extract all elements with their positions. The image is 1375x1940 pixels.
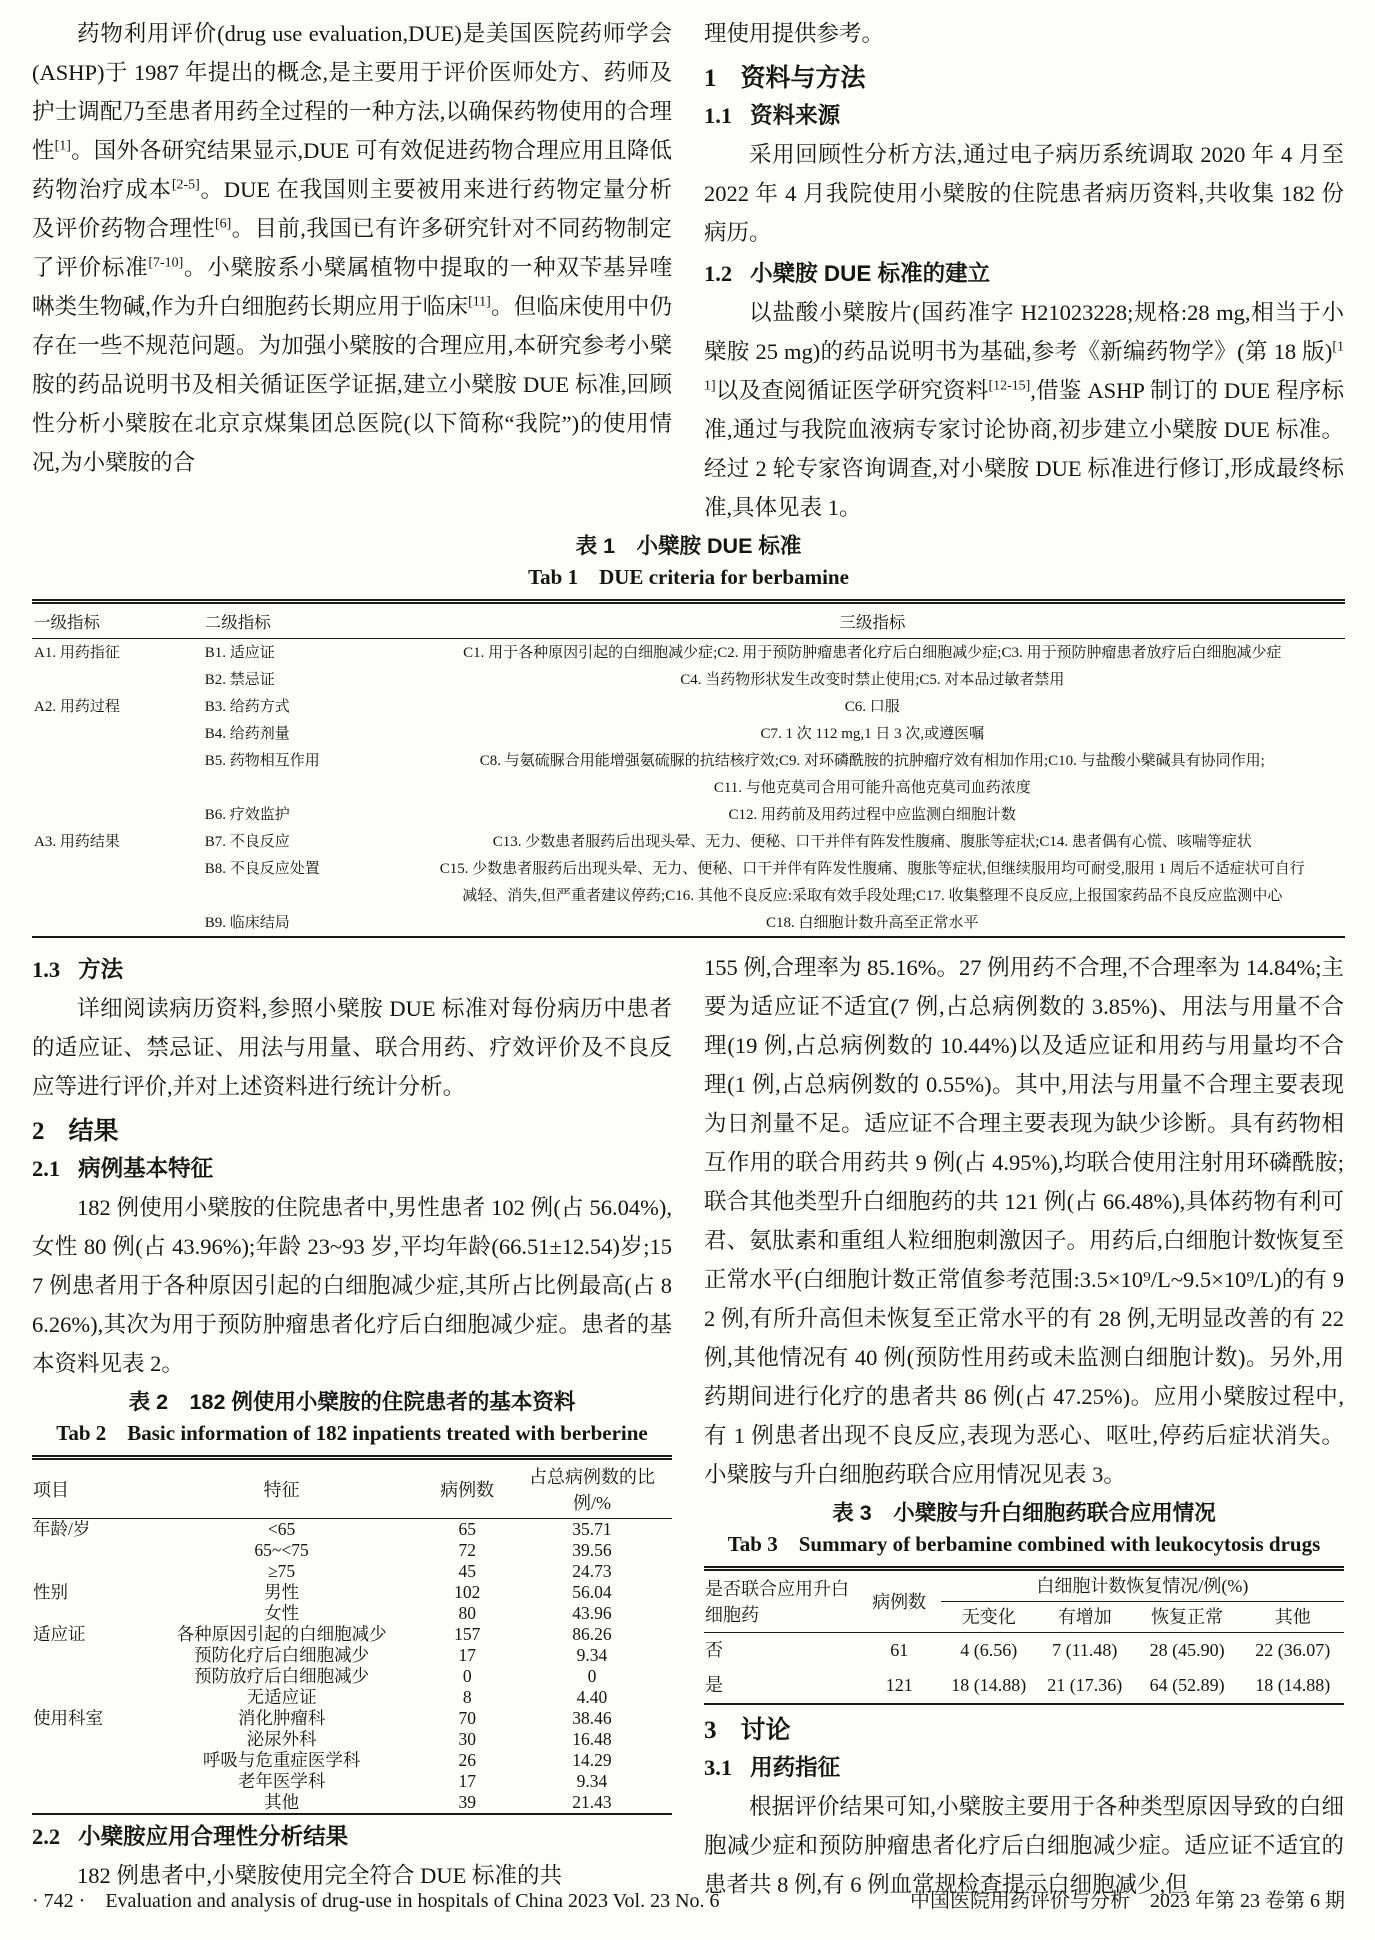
section-1-3-paragraph: 详细阅读病历资料,参照小檗胺 DUE 标准对每份病历中患者的适应证、禁忌证、用法与用量、联合用药、疗效评价及不良反应等进行评价,并对上述资料进行统计分析。 — [32, 996, 672, 1099]
table2-header-cell: 特征 — [141, 1458, 423, 1519]
table-cell: 24.73 — [572, 1561, 612, 1581]
table-cell: 年龄/岁 — [33, 1519, 91, 1539]
section-2-2-paragraph: 182 例患者中,小檗胺使用完全符合 DUE 标准的共 — [77, 1863, 562, 1888]
table-row — [32, 1771, 672, 1792]
table3 — [704, 1566, 1344, 1705]
table-cell: C15. 少数患者服药后出现头晕、无力、便秘、口干并伴有阵发性腹痛、腹胀等症状,但继续服用均可耐受,服用 1 周后不适症状可自行 — [439, 860, 1305, 877]
table3-header-cell: 是否联合应用升白细胞药 — [704, 1569, 858, 1633]
table-cell — [32, 1540, 141, 1561]
section-title: 方法 — [78, 957, 124, 982]
table3-subheader-cell: 有增加 — [1037, 1602, 1133, 1633]
table-cell: 0 — [587, 1666, 597, 1686]
section-2-2-heading — [32, 1822, 672, 1851]
table-row — [32, 828, 1345, 855]
table-cell: 18 (14.88) — [951, 1675, 1027, 1695]
table-row — [32, 693, 1345, 720]
table-cell — [32, 747, 203, 774]
table-cell: 21.43 — [572, 1792, 612, 1812]
table-cell: 无适应证 — [246, 1687, 317, 1707]
section-title: 资料与方法 — [740, 64, 866, 92]
table-cell: 9.34 — [576, 1771, 608, 1791]
table-cell: A2. 用药过程 — [34, 698, 120, 715]
table-row — [32, 882, 1345, 909]
table-cell: 男性 — [264, 1582, 300, 1602]
table-row — [32, 1687, 672, 1708]
table-row — [32, 720, 1345, 747]
table-cell — [32, 1645, 141, 1666]
table-cell: 64 (52.89) — [1149, 1675, 1225, 1695]
table-cell: A1. 用药指征 — [34, 644, 120, 661]
table-cell: 预防化疗后白细胞减少 — [194, 1645, 370, 1665]
table-cell: B6. 疗效监护 — [204, 806, 290, 823]
table-cell: 4 (6.56) — [960, 1640, 1018, 1660]
section-1-heading — [704, 63, 1344, 94]
section-number: 2.1 — [32, 1156, 61, 1181]
table-cell: 65~<75 — [254, 1540, 309, 1560]
table-row — [32, 1645, 672, 1666]
table-row — [32, 1792, 672, 1814]
section-number: 1 — [704, 65, 717, 92]
table-cell: 0 — [462, 1666, 472, 1686]
table2 — [32, 1455, 672, 1815]
table1-body — [32, 639, 1345, 938]
section-1-1-heading — [704, 101, 1344, 130]
table-cell: 否 — [705, 1640, 723, 1660]
table-cell: 17 — [458, 1771, 476, 1791]
table-cell: <65 — [267, 1519, 296, 1539]
table-cell: 8 — [462, 1687, 472, 1707]
table-cell: C6. 口服 — [844, 698, 900, 715]
table1-header-cell: 二级指标 — [203, 602, 400, 639]
table-row — [32, 855, 1345, 882]
table2-header-cell: 占总病例数的比例/% — [512, 1458, 672, 1519]
table3-title-cn: 表 3 小檗胺与升白细胞药联合应用情况 — [832, 1501, 1216, 1525]
table-cell: 14.29 — [572, 1750, 612, 1770]
table-cell: 65 — [458, 1519, 476, 1539]
table-cell: 性别 — [33, 1582, 68, 1602]
table3-body — [704, 1633, 1344, 1705]
table-cell — [32, 1666, 141, 1687]
table-cell — [32, 909, 203, 937]
table-cell — [32, 666, 203, 693]
section-number: 1.3 — [32, 957, 61, 982]
table-cell: 22 (36.07) — [1255, 1640, 1331, 1660]
section-2-1-heading — [32, 1154, 672, 1183]
section-title: 小檗胺 DUE 标准的建立 — [750, 261, 991, 286]
table1-header-cell: 三级指标 — [400, 602, 1345, 639]
section-number: 3.1 — [704, 1755, 733, 1780]
table-cell — [32, 774, 203, 801]
table-cell: B3. 给药方式 — [204, 698, 290, 715]
table1-title-cn: 表 1 小檗胺 DUE 标准 — [575, 534, 802, 558]
table-row — [32, 747, 1345, 774]
bottom-columns — [32, 948, 1345, 1904]
table-cell: C18. 白细胞计数升高至正常水平 — [766, 914, 979, 931]
table-cell: 7 (11.48) — [1052, 1640, 1118, 1660]
table-cell: 45 — [458, 1561, 476, 1581]
table-cell: 102 — [454, 1582, 481, 1602]
table-cell: 86.26 — [572, 1624, 612, 1644]
intro-paragraph: 药物利用评价(drug use evaluation,DUE)是美国医院药师学会(ASHP)于 1987 年提出的概念,是主要用于评价医师处方、药师及护士调配乃至患者用药全过程的一种方法,以确保药物使用的合理性[1]。国外各研究结果显示,DUE 可有效促进药物合理应用且降低药物治疗成本[2-5]。DUE 在我国则主要被用来进行药物定量分析及评价药物合理性[6]。目前,我国已有许多研究针对不同药物制定了评价标准[7-10]。小檗胺系小檗属植物中提取的一种双苄基异喹啉类生物碱,作为升白细胞药长期应用于临床[11]。但临床使用中仍存在一些不规范问题。为加强小檗胺的合理应用,本研究参考小檗胺的药品说明书及相关循证医学证据,建立小檗胺 DUE 标准,回顾性分析小檗胺在北京京煤集团总医院(以下简称“我院”)的使用情况,为小檗胺的合 — [32, 21, 672, 475]
table-cell — [203, 882, 400, 909]
section-1-3-heading — [32, 955, 672, 984]
table3-group-header: 白细胞计数恢复情况/例(%) — [941, 1569, 1344, 1602]
table3-header — [704, 1569, 1344, 1633]
table-cell: 38.46 — [572, 1708, 612, 1728]
table1-header — [32, 602, 1345, 639]
table-row — [32, 666, 1345, 693]
table3-subheader-cell: 其他 — [1242, 1602, 1344, 1633]
table-cell — [32, 855, 203, 882]
table-cell: 39.56 — [572, 1540, 612, 1560]
table-row — [32, 1519, 672, 1541]
section-title: 讨论 — [740, 1716, 791, 1744]
results-continued-paragraph: 155 例,合理率为 85.16%。27 例用药不合理,不合理率为 14.84%;主要为适应证不适宜(7 例,占总病例数的 3.85%)、用法与用量不合理(19 例,占总病例数的 10.44%)以及适应证和用药与用量均不合理(1 例,占总病例数的 0.55%)。其中,用法与用量不合理主要表现为日剂量不足。适应证不合理主要表现为缺少诊断。具有药物相互作用的联合用药共 9 例(占 4.95%),均联合使用注射用环磷酰胺;联合其他类型升白细胞药的共 121 例(占 66.48%),具体药物有利可君、氨肽素和重组人粒细胞刺激因子。用药后,白细胞计数恢复至正常水平(白细胞计数正常值参考范围:3.5×10⁹/L~9.5×10⁹/L)的有 92 例,有所升高但未恢复至正常水平的有 28 例,无明显改善的有 22 例,其他情况有 40 例(预防性用药或未监测白细胞计数)。另外,用药期间进行化疗的患者共 86 例(占 47.25%)。应用小檗胺过程中,有 1 例患者出现不良反应,表现为恶心、呕吐,停药后症状消失。小檗胺与升白细胞药联合应用情况见表 3。 — [704, 955, 1344, 1487]
table-row — [704, 1668, 1344, 1704]
table-cell: C8. 与氨硫脲合用能增强氨硫脲的抗结核疗效;C9. 对环磷酰胺的抗肿瘤疗效有相加作用;C10. 与盐酸小檗碱具有协同作用; — [479, 752, 1265, 769]
table1-header-cell: 一级指标 — [32, 602, 203, 639]
table-cell: 72 — [458, 1540, 476, 1560]
table-cell: C11. 与他克莫司合用可能升高他克莫司血药浓度 — [713, 779, 1031, 796]
footer-right: 中国医院用药评价与分析 2023 年第 23 卷第 6 期 — [910, 1890, 1345, 1912]
table-cell: 26 — [458, 1750, 476, 1770]
right-column-bottom — [704, 948, 1344, 1904]
section-1-1-paragraph: 采用回顾性分析方法,通过电子病历系统调取 2020 年 4 月至 2022 年 4 月我院使用小檗胺的住院患者病历资料,共收集 182 份病历。 — [704, 142, 1344, 245]
section-number: 2.2 — [32, 1824, 61, 1849]
table-cell: 呼吸与危重症医学科 — [202, 1750, 361, 1770]
table-cell: 17 — [458, 1645, 476, 1665]
table1-title-en: Tab 1 DUE criteria for berbamine — [528, 565, 849, 589]
table2-title-cn: 表 2 182 例使用小檗胺的住院患者的基本资料 — [128, 1390, 576, 1414]
table-row — [32, 1666, 672, 1687]
table-cell: B8. 不良反应处置 — [204, 860, 320, 877]
table-cell: 157 — [454, 1624, 481, 1644]
page-footer — [32, 1884, 1345, 1913]
table-row — [704, 1633, 1344, 1669]
table-cell — [32, 1561, 141, 1582]
section-2-heading — [32, 1116, 672, 1147]
table-cell — [203, 774, 400, 801]
table-cell: 80 — [458, 1603, 476, 1623]
table-cell: 70 — [458, 1708, 476, 1728]
table1-block — [32, 531, 1345, 938]
table-row — [32, 1624, 672, 1645]
footer-left: · 742 · Evaluation and analysis of drug-use in hospitals of China 2023 Vol. 23 No. 6 — [32, 1890, 720, 1912]
table-cell: B4. 给药剂量 — [204, 725, 290, 742]
table-cell: 121 — [885, 1675, 913, 1695]
table-cell: 56.04 — [572, 1582, 612, 1602]
section-title: 病例基本特征 — [78, 1156, 214, 1181]
table-cell — [32, 1687, 141, 1708]
table-cell: 是 — [705, 1675, 723, 1695]
table2-header — [32, 1458, 672, 1519]
table-cell — [32, 801, 203, 828]
section-number: 1.1 — [704, 103, 733, 128]
table-cell: 消化肿瘤科 — [237, 1708, 326, 1728]
table-cell: 9.34 — [576, 1645, 608, 1665]
section-title: 用药指征 — [750, 1755, 841, 1780]
table-cell: 30 — [458, 1729, 476, 1749]
left-column-top — [32, 14, 672, 527]
table2-header-cell: 项目 — [32, 1458, 141, 1519]
table-cell: B7. 不良反应 — [204, 833, 290, 850]
table-cell: 泌尿外科 — [246, 1729, 317, 1749]
table-row — [32, 1729, 672, 1750]
table-cell: 减轻、消失,但严重者建议停药;C16. 其他不良反应:采取有效手段处理;C17. 收集整理不良反应,上报国家药品不良反应监测中心 — [462, 887, 1283, 904]
table-cell: 4.40 — [576, 1687, 608, 1707]
table-cell: 老年医学科 — [237, 1771, 326, 1791]
section-1-2-heading — [704, 259, 1344, 288]
section-3-1-heading — [704, 1753, 1344, 1782]
table-cell: 预防放疗后白细胞减少 — [194, 1666, 370, 1686]
table-cell: 16.48 — [572, 1729, 612, 1749]
table-cell: B2. 禁忌证 — [204, 671, 275, 688]
table-cell: 21 (17.36) — [1047, 1675, 1123, 1695]
table-row — [32, 1750, 672, 1771]
table-cell: C12. 用药前及用药过程中应监测白细胞计数 — [728, 806, 1017, 823]
table-cell: C13. 少数患者服药后出现头晕、无力、便秘、口干并伴有阵发性腹痛、腹胀等症状;C14. 患者偶有心慌、咳喘等症状 — [492, 833, 1252, 850]
table-cell: C4. 当药物形状发生改变时禁止使用;C5. 对本品过敏者禁用 — [680, 671, 1065, 688]
table3-block — [704, 1498, 1344, 1705]
table-cell: 18 (14.88) — [1255, 1675, 1331, 1695]
table3-title-en: Tab 3 Summary of berbamine combined with leukocytosis drugs — [727, 1532, 1321, 1556]
section-title: 小檗胺应用合理性分析结果 — [78, 1824, 349, 1849]
section-3-heading — [704, 1715, 1344, 1746]
top-columns — [32, 14, 1345, 527]
section-number: 2 — [32, 1118, 45, 1145]
section-title: 资料来源 — [750, 103, 841, 128]
table-cell: C1. 用于各种原因引起的白细胞减少症;C2. 用于预防肿瘤患者化疗后白细胞减少症;C3. 用于预防肿瘤患者放疗后白细胞减少症 — [463, 644, 1282, 661]
table1 — [32, 599, 1345, 938]
table-cell: 适应证 — [33, 1624, 86, 1644]
table2-block — [32, 1387, 672, 1815]
table-cell — [32, 882, 203, 909]
section-number: 3 — [704, 1717, 717, 1744]
table-cell — [32, 1771, 141, 1792]
table-cell: C7. 1 次 112 mg,1 日 3 次,或遵医嘱 — [760, 725, 985, 742]
table-cell: 各种原因引起的白细胞减少 — [176, 1624, 387, 1644]
section-2-1-paragraph: 182 例使用小檗胺的住院患者中,男性患者 102 例(占 56.04%),女性 80 例(占 43.96%);年龄 23~93 岁,平均年龄(66.51±12.54)岁;157 例患者用于各种原因引起的白细胞减少症,其所占比例最高(占 86.26%),其次为用于预防肿瘤患者化疗后白细胞减少症。患者的基本资料见表 2。 — [32, 1195, 672, 1376]
table-cell: 28 (45.90) — [1149, 1640, 1225, 1660]
table-cell: 35.71 — [572, 1519, 612, 1539]
table-cell — [32, 1729, 141, 1750]
section-3-1-paragraph: 根据评价结果可知,小檗胺主要用于各种类型原因导致的白细胞减少症和预防肿瘤患者化疗后白细胞减少症。适应证不适宜的患者共 8 例,有 6 例血常规检查提示白细胞减少,但 — [704, 1794, 1344, 1897]
table-cell: 39 — [458, 1792, 476, 1812]
table-row — [32, 1540, 672, 1561]
table-cell: ≥75 — [268, 1561, 296, 1581]
table-cell — [32, 1792, 141, 1814]
table-cell: 其他 — [264, 1792, 300, 1812]
table-row — [32, 1561, 672, 1582]
table-cell: 43.96 — [572, 1603, 612, 1623]
table-row — [32, 1708, 672, 1729]
table-row — [32, 639, 1345, 667]
table-cell: 女性 — [264, 1603, 300, 1623]
carryover-line: 理使用提供参考。 — [704, 21, 885, 46]
table-cell — [32, 1603, 141, 1624]
table-row — [32, 801, 1345, 828]
table-cell: B1. 适应证 — [204, 644, 275, 661]
table-cell: 61 — [890, 1640, 909, 1660]
table2-title-en: Tab 2 Basic information of 182 inpatients treated with berberine — [56, 1421, 648, 1445]
table-cell — [32, 1750, 141, 1771]
table-cell — [32, 720, 203, 747]
section-1-2-paragraph: 以盐酸小檗胺片(国药准字 H21023228;规格:28 mg,相当于小檗胺 25 mg)的药品说明书为基础,参考《新编药物学》(第 18 版)[11]以及查阅循证医学研究资料[12-15],借鉴 ASHP 制订的 DUE 程序标准,通过与我院血液病专家讨论协商,初步建立小檗胺 DUE 标准。经过 2 轮专家咨询调查,对小檗胺 DUE 标准进行修订,形成最终标准,具体见表 1。 — [704, 300, 1344, 520]
table3-subheader-cell: 无变化 — [941, 1602, 1037, 1633]
table3-header-cell: 病例数 — [858, 1569, 941, 1633]
table2-body — [32, 1519, 672, 1815]
table-cell: A3. 用药结果 — [34, 833, 120, 850]
table-row — [32, 774, 1345, 801]
section-title: 结果 — [68, 1117, 119, 1145]
left-column-bottom — [32, 948, 672, 1904]
right-column-top — [704, 14, 1344, 527]
table-cell: 使用科室 — [33, 1708, 103, 1728]
table3-subheader-cell: 恢复正常 — [1133, 1602, 1242, 1633]
table2-header-cell: 病例数 — [422, 1458, 512, 1519]
section-number: 1.2 — [704, 261, 733, 286]
table-row — [32, 1603, 672, 1624]
table-row — [32, 1582, 672, 1603]
table-cell: B9. 临床结局 — [204, 914, 290, 931]
table-cell: B5. 药物相互作用 — [204, 752, 320, 769]
table-row — [32, 909, 1345, 937]
